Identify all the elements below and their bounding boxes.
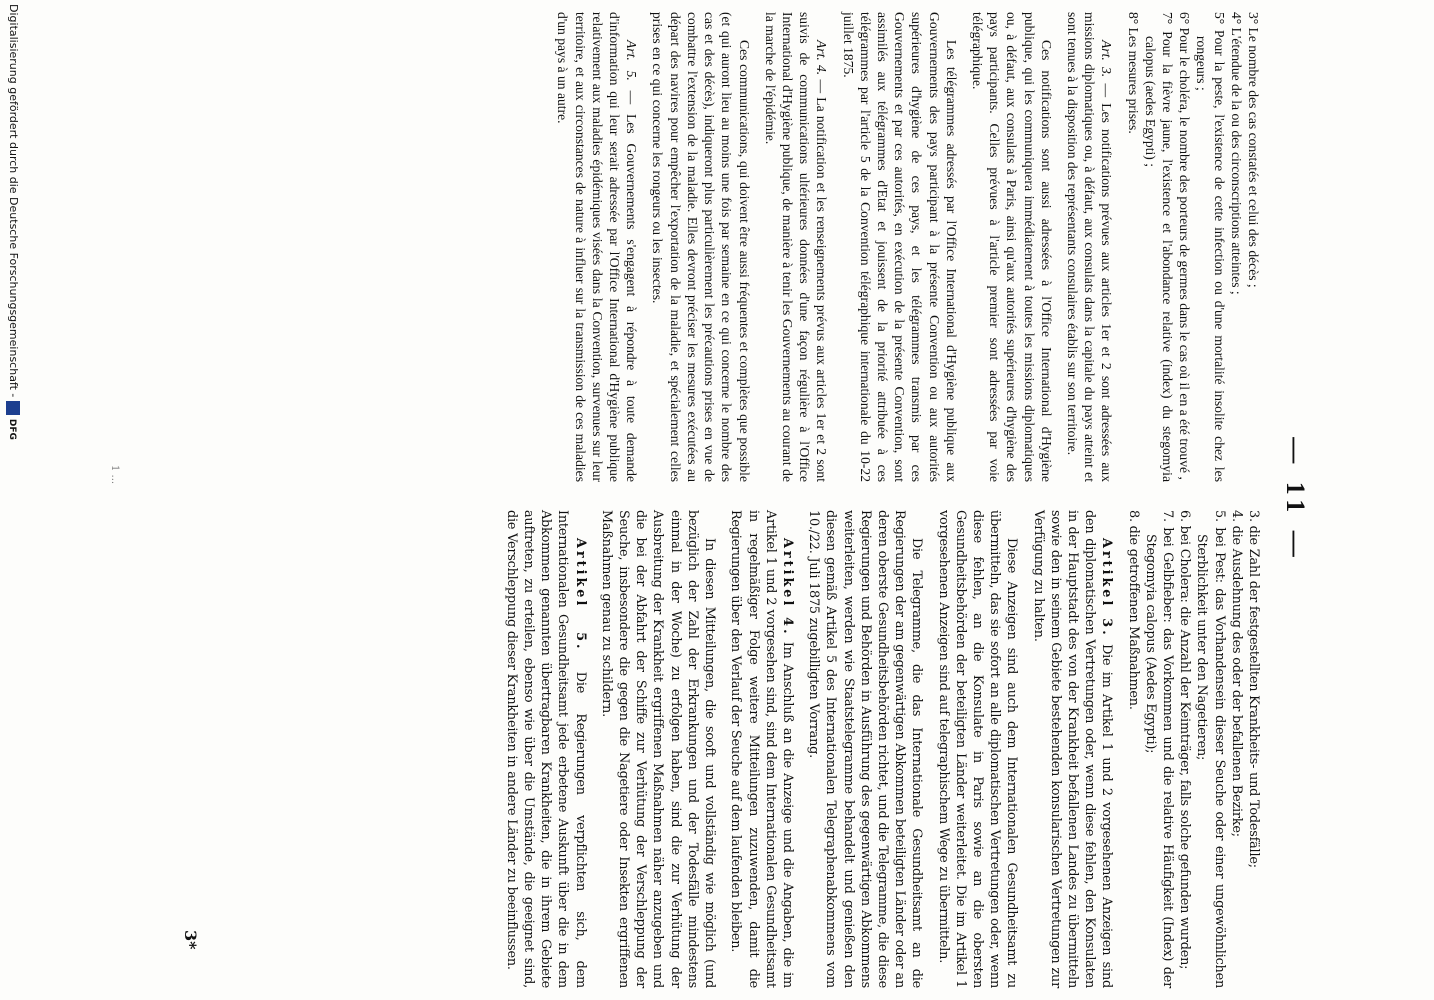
german-column [494, 510, 1262, 988]
german-art5-text: Die Regierungen verpflichten sich, dem Internationalen Gesundheitsamt jede erbetene Auskunft über die in dem Abkommen genannten übertragbaren Krankheiten, die in ihrem Gebiete auftreten, zu erteilen, ebenso wie über die Umstände, die geeignet sind, die Verschleppung dieser Krankheiten in andere Länder zu beeinflussen. [503, 510, 588, 988]
french-art4-p2: Ces communications, qui doivent être aussi fréquentes et complètes que possible (et qui auront lieu au moins une fois par semaine en ce qui concerne le nombre des cas et des décès), indiqueront plus particulièrement les précautions prises en vue de combattre l'extension de la maladie. Elles devront préciser les mesures exécutées au départ des navires pour empêcher l'exportation de la maladie, et spécialement celles prises en ce qui concerne les rongeurs ou les insectes. [650, 12, 752, 482]
german-art4-label: Artikel 4. [779, 538, 795, 637]
german-item: 5. bei Pest: das Vorhandensein dieser Seuche oder einer ungewöhnlichen Sterblichkeit unter den Nagetieren; [1194, 510, 1227, 988]
french-art3-label: Art. 3. [1099, 40, 1115, 78]
german-list [1124, 510, 1262, 988]
german-art5-label: Artikel 5. [572, 538, 588, 652]
german-item: 6. bei Cholera: die Anzahl der Keimträger, falls solche gefunden wurden; [1177, 510, 1193, 970]
german-art3-p3: Die Telegramme, die das Internationale Gesundheitsamt an die Regierungen der am gegenwärtigen Abkommen beteiligten Länder oder an deren oberste Gesundheitsbehörden richtet, und die Telegramme, die diese Regierungen und Behörden in Ausführung des gegenwärtigen Abkommens weiterleiten, werden wie Staatstelegramme behandelt und genießen den diesen gemäß Artikel 5 des Internationalen Telegraphenabkommens vom 10./22. Juli 1875 zugebilligten Vorrang. [806, 510, 925, 988]
french-item: 5° Pour la peste, l'existence de cette infection ou d'une mortalité insolite chez les rongeurs ; [1194, 12, 1227, 482]
german-art3-p1 [1029, 510, 1115, 988]
german-art5-p1 [503, 510, 589, 988]
french-item: 4° L'étendue de la ou des circonscriptions atteintes ; [1228, 12, 1244, 295]
french-item: 6° Pour le choléra, le nombre des porteurs de germes dans le cas où il en a été trouvé , [1177, 12, 1193, 480]
french-art3-p3: Les télégrammes adressés par l'Office International d'Hygiène publique aux Gouvernements des pays participant à la présente Convention ou aux autorités supérieures d'hygiène de ces pays, et les télégrammes transmis par ces Gouvernements et par ces autorités, en exécution de la présente Convention, sont assimilés aux télégrammes d'Etat et jouissent de la priorité attribuée à ces télégrammes par l'article 5 de la Convention télégraphique internationale du 10-22 juillet 1875. [840, 12, 959, 482]
french-art3-text: — Les notifications prévues aux articles 1er et 2 sont adressées aux missions diplomatiques ou, à défaut, aux consulats dans la capitale du pays atteint et sont tenues à la disposition des représentants consulaires établis sur son territoire. [1064, 12, 1115, 482]
french-art4-label: Art. 4. [814, 40, 830, 76]
german-art4-p1 [727, 510, 796, 988]
german-item: 8. die getroffenen Maßnahmen. [1125, 510, 1141, 710]
french-art5-text: — Les Gouvernements s'engagent à répondre à toute demande d'information qui leur serait adressée par l'Office International d'Hygiène publique relativement aux maladies épidémiques visées dans la Convention, survenues sur leur territoire, et aux circonstances de nature à influer sur la transmission de ces maladies d'un pays à un autre. [555, 12, 640, 482]
credit-text: Digitalisierung gefördert durch die Deutsche Forschungsgemeinschaft - [7, 4, 20, 398]
german-item: 4. die Ausdehnung des oder der befallenen Bezirke; [1228, 510, 1244, 837]
german-art4-p2: In diesen Mitteilungen, die sooft und vollständig wie möglich (und bezüglich der Zahl der Erkrankungen und der Todesfälle mindestens einmal in der Woche) zu erfolgen haben, sind die zur Verhütung der Ausbreitung der Krankheit ergriffenen Maßnahmen näher anzugeben und die bei der Abfahrt der Schiffe zur Verhütung der Verschleppung der Seuche, insbesondere die gegen die Nagetiere oder Insekten ergriffenen Maßnahmen genau zu schildern. [598, 510, 718, 988]
german-art3-text: Die im Artikel 1 und 2 vorgesehenen Anzeigen sind den diplomatischen Vertretungen oder, wenn diese fehlen, den Konsulaten in der Hauptstadt des von der Krankheit befallenen Landes zu übermitteln sowie den in seinem Gebiete bestehenden konsularischen Vertretungen zur Verfügung zu halten. [1030, 510, 1115, 988]
french-item: 7° Pour la fièvre jaune, l'existence et l'abondance relative (index) du stegomyia calopus (aedes Egypti) ; [1142, 12, 1175, 482]
french-art5-p1 [554, 12, 640, 482]
french-art3-p1 [1064, 12, 1116, 482]
stray-mark: 1 ... [109, 465, 120, 485]
french-item: 8° Les mesures prises. [1125, 12, 1141, 134]
german-art3-label: Artikel 3. [1099, 538, 1115, 638]
french-art5-label: Art. 5. [624, 40, 640, 81]
signature-mark: 3* [181, 930, 200, 950]
french-column [545, 12, 1262, 482]
digitization-credit [0, 0, 24, 1000]
dfg-logo-icon [6, 401, 20, 415]
rotated-page [110, 10, 1310, 990]
german-item: 7. bei Gelbfieber: das Vorkommen und die relative Häufigkeit (Index) der Stegomyia calopus (Aedes Egypti); [1142, 510, 1175, 988]
french-item: 3° Le nombre des cas constatés et celui des décès ; [1246, 12, 1261, 288]
french-list [1124, 12, 1262, 482]
french-art4-text: — La notification et les renseignements prévus aux articles 1er et 2 sont suivis de communications ultérieures données d'une façon régulière à l'Office International d'Hygiène publique, de manière à tenir les Gouvernements au courant de la marche de l'épidémie. [762, 12, 830, 482]
dfg-logo-text: DFG [7, 418, 17, 440]
french-art3-p2: Ces notifications sont aussi adressées à l'Office International d'Hygiène publique, qui les communiquera immédiatement à toutes les missions diplomatiques ou, à défaut, aux consulats à Paris, ainsi qu'aux autorités supérieures d'hygiène des pays participants. Celles prévues à l'article premier sont adressées par voie télégraphique. [969, 12, 1054, 482]
page-number: — 11 — [1281, 437, 1310, 563]
french-art4-p1 [762, 12, 831, 482]
german-art3-p2: Diese Anzeigen sind auch dem Internationalen Gesundheitsamt zu übermitteln, das sie sofort an alle diplomatischen Vertretungen oder, wenn diese fehlen, an die Konsulate in Paris sowie an die obersten Gesundheitsbehörden der beteiligten Länder weiterleitet. Die im Artikel 1 vorgesehenen Anzeigen sind auf telegraphischem Wege zu übermitteln. [935, 510, 1020, 988]
german-item: 3. die Zahl der festgestellten Krankheits- und Todesfälle; [1246, 510, 1261, 868]
german-art4-text: Im Anschluß an die Anzeige und die Angaben, die im Artikel 1 und 2 vorgesehen sind, sind dem Internationalen Gesundheitsamt in regelmäßiger Folge weitere Mitteilungen zuzuwenden, damit die Regierungen über den Verlauf der Seuche auf dem laufenden bleiben. [728, 510, 795, 988]
